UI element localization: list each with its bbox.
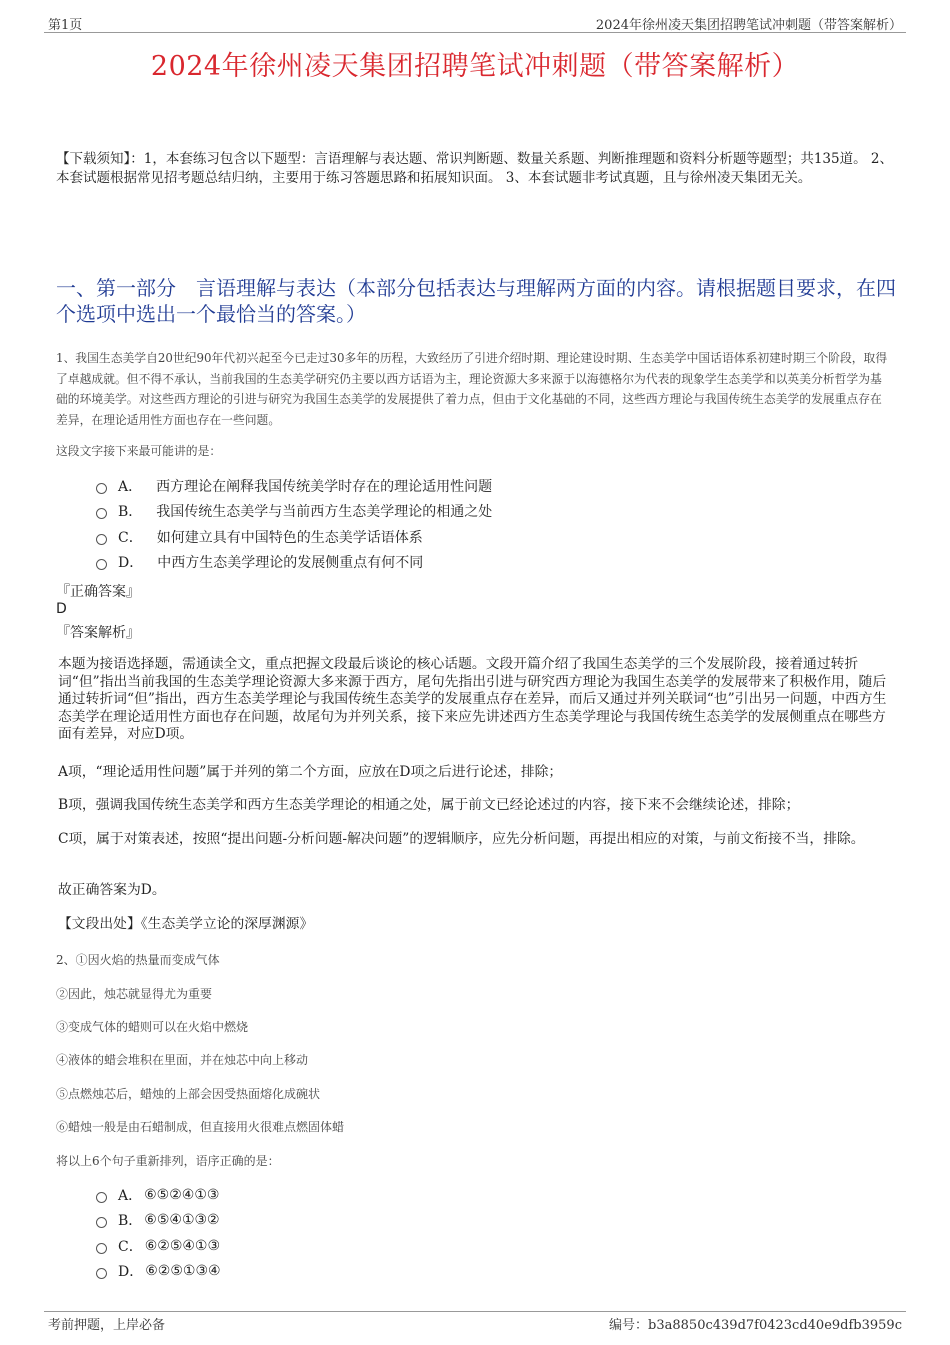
download-notice: 【下载须知】：1，本套练习包含以下题型：言语理解与表达题、常识判断题、数量关系题、判断推理题和资料分析题等题型；共135道。 2、本套试题根据常见招考题总结归纳，主要用于练习答题思路和拓展知识面。 3、本套试题非考试真题，且与徐州凌天集团无关。 [56,151,893,186]
question-2-option-b[interactable] [96,1208,221,1234]
radio-icon[interactable] [96,508,107,519]
question-2-sentence: ⑤点燃烛芯后，蜡烛的上部会因受热面熔化成碗状 [56,1087,321,1101]
footer-doc-id: 编号：b3a8850c439d7f0423cd40e9dfb3959c [609,1318,902,1333]
question-2-sentence: ③变成气体的蜡则可以在火焰中燃烧 [56,1020,249,1034]
option-letter: D． [118,1264,144,1281]
option-text: ⑥②⑤④①③ [144,1237,221,1254]
question-2-sentence: ④液体的蜡会堆积在里面，并在烛芯中向上移动 [56,1053,309,1067]
question-2-option-a[interactable] [96,1182,221,1208]
question-2-options [96,1182,221,1284]
radio-icon[interactable] [96,534,107,545]
footer-divider [44,1311,906,1312]
question-1-option-b[interactable] [96,499,492,525]
question-2-sentence: 2、①因火焰的热量而变成气体 [56,953,220,967]
option-text: 如何建立具有中国特色的生态美学话语体系 [156,529,423,546]
option-letter: A． [118,478,143,495]
question-1-stem: 1、我国生态美学自20世纪90年代初兴起至今已走过30多年的历程，大致经历了引进介绍时期、理论建设时期、生态美学中国话语体系初建时期三个阶段，取得了卓越成就。但不得不承认，当前我国的生态美学研究仍主要以西方话语为主，理论资源大多来源于以海德格尔为代表的现象学生态美学和以英美分析哲学为基础的环境美学。对这些西方理论的引进与研究为我国生态美学的发展提供了着力点，但由于文化基础的不同，这些西方理论与我国传统生态美学的发展重点存在差异，在理论适用性方面也存在一些问题。 [56,351,888,427]
header-divider [44,32,906,33]
option-text: ⑥⑤②④①③ [144,1186,220,1203]
page-number: 第1页 [48,18,83,33]
question-1-option-c[interactable] [96,524,492,550]
radio-icon[interactable] [96,559,107,570]
header-doc-title: 2024年徐州凌天集团招聘笔试冲刺题（带答案解析） [595,18,902,33]
radio-icon[interactable] [96,1192,107,1203]
question-2-prompt: 将以上6个句子重新排列，语序正确的是： [56,1154,280,1168]
option-text: 中西方生态美学理论的发展侧重点有何不同 [157,555,424,572]
option-letter: B． [118,504,143,521]
correct-answer: D [56,601,67,617]
page-title: 2024年徐州凌天集团招聘笔试冲刺题（带答案解析） [150,51,800,82]
analysis-paragraph: 本题为接语选择题，需通读全文，重点把握文段最后谈论的核心话题。文段开篇介绍了我国生态美学的三个发展阶段，接着通过转折词“但”指出当前我国的生态美学理论资源大多来源于西方，尾句先指出引进与研究西方理论为我国生态美学的发展带来了积极作用，随后通过转折词“但”指出，西方生态美学理论与我国传统生态美学的发展重点存在差异，而后又通过并列关联词“也”引出另一问题，中西方生态美学在理论适用性方面也存在问题，故尾句为并列关系，接下来应先讲述西方生态美学理论与我国传统生态美学的发展侧重点在哪些方面有差异，对应D项。 [58,656,887,742]
question-1-option-a[interactable] [96,473,492,499]
radio-icon[interactable] [96,1217,107,1228]
option-text: ⑥⑤④①③② [144,1212,220,1229]
option-letter: D． [118,555,144,572]
analysis-option-a: A项，“理论适用性问题”属于并列的第二个方面，应放在D项之后进行论述，排除； [58,764,563,780]
analysis-conclusion: 故正确答案为D。 [58,882,166,898]
section-heading: 一、第一部分 言语理解与表达（本部分包括表达与理解两方面的内容。请根据题目要求，在四个选项中选出一个最恰当的答案。） [56,276,896,326]
question-2-sentence: ⑥蜡烛一般是由石蜡制成，但直接用火很难点燃固体蜡 [56,1120,345,1134]
correct-answer-label: 『正确答案』 [56,584,140,600]
option-letter: A． [118,1187,143,1204]
analysis-option-b: B项，强调我国传统生态美学和西方生态美学理论的相通之处，属于前文已经论述过的内容，接下来不会继续论述，排除； [58,797,800,813]
option-text: 我国传统生态美学与当前西方生态美学理论的相通之处 [156,504,493,521]
analysis-label: 『答案解析』 [56,625,140,641]
question-1-option-d[interactable] [96,550,492,576]
option-letter: C． [118,1238,143,1255]
question-1-options [96,473,492,575]
analysis-option-c: C项，属于对策表述，按照“提出问题-分析问题-解决问题”的逻辑顺序，应先分析问题，再提出相应的对策，与前文衔接不当，排除。 [58,831,865,847]
footer-slogan: 考前押题，上岸必备 [48,1318,166,1333]
option-letter: B． [118,1213,143,1230]
radio-icon[interactable] [96,1268,107,1279]
question-2-option-c[interactable] [96,1233,221,1259]
radio-icon[interactable] [96,1243,107,1254]
option-letter: C． [118,529,143,546]
radio-icon[interactable] [96,483,107,494]
option-text: 西方理论在阐释我国传统美学时存在的理论适用性问题 [156,478,493,495]
option-text: ⑥②⑤①③④ [145,1263,221,1280]
question-2-option-d[interactable] [96,1259,221,1285]
passage-source: 【文段出处】《生态美学立论的深厚渊源》 [58,916,314,932]
question-1-prompt: 这段文字接下来最可能讲的是： [56,444,222,458]
question-2-sentence: ②因此，烛芯就显得尤为重要 [56,987,213,1001]
